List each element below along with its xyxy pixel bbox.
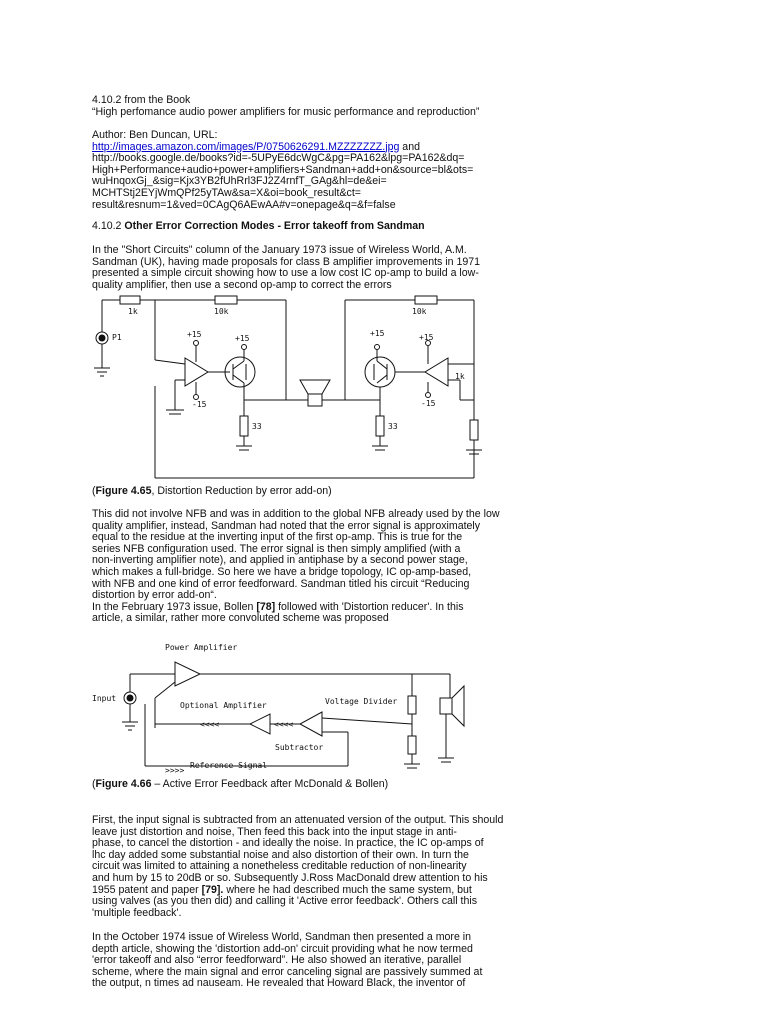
section-title: Other Error Correction Modes - Error takeoff from Sandman [124, 220, 425, 232]
paragraph-intro [92, 245, 512, 291]
google-books-link-line-2[interactable]: High+Performance+audio+power+amplifiers+Sandman+add+on&source=bl&ots= [92, 163, 474, 176]
label-1k-top: 1k [128, 307, 138, 316]
url1-suffix: and [399, 140, 420, 153]
caption-text: , Distortion Reduction by error add-on) [151, 485, 332, 497]
text-fragment: where he had described much the same system, but [223, 883, 472, 896]
arrows-b: <<<< [274, 720, 294, 729]
author-line: Author: Ben Duncan, URL: [92, 129, 218, 141]
text-line: First, the input signal is subtracted from an attenuated version of the output. This should [92, 814, 504, 826]
text-line: Sandman (UK), having made proposals for class B amplifier improvements in 1971 [92, 255, 481, 268]
label-plus15-c: +15 [370, 329, 385, 338]
text-line: circuit was limited to attaining a nonetheless creditable reduction of non-linearity [92, 860, 467, 873]
figure-4-65-caption [92, 486, 512, 498]
text-line: In the October 1974 issue of Wireless World, Sandman then presented a more in [92, 931, 472, 943]
figure-4-65-schematic [90, 290, 490, 485]
label-minus15-b: -15 [421, 399, 436, 408]
text-line: This did not involve NFB and was in addition to the global NFB already used by the low [92, 508, 500, 520]
text-line: depth article, showing the 'distortion add-on' circuit providing what he now termed [92, 942, 473, 955]
caption-text: – Active Error Feedback after McDonald & Bollen) [151, 778, 389, 790]
google-books-link-line-5[interactable]: result&resnum=1&ved=0CAgQ6AEwAA#v=onepage&q=&f=false [92, 198, 396, 211]
label-power-amplifier: Power Amplifier [165, 643, 238, 652]
text-line: leave just distortion and noise, Then feed this back into the input stage in anti- [92, 825, 457, 838]
label-plus15-d: +15 [419, 333, 434, 342]
arrows-c: >>>> [165, 766, 185, 775]
figure-4-66-schematic [90, 638, 470, 776]
author-block [92, 130, 512, 211]
caption-paren: ( [92, 778, 96, 790]
label-plus15-a: +15 [187, 330, 202, 339]
label-input: Input [92, 694, 117, 703]
label-subtractor: Subtractor [275, 743, 324, 752]
caption-figure-number: Figure 4.66 [95, 778, 152, 790]
google-books-link-line-4[interactable]: MCHTStj2EYjWmQPf25yTAw&sa=X&oi=book_result&ct= [92, 186, 361, 199]
label-10k-right: 10k [412, 307, 427, 316]
paragraph-nfb [92, 509, 512, 625]
paragraph-october-1974 [92, 932, 512, 990]
caption-figure-number: Figure 4.65 [95, 485, 152, 497]
reference-79: [79]. [201, 883, 224, 896]
label-1k-right: 1k [455, 372, 465, 381]
reference-78: [78] [256, 600, 276, 613]
text-line: non-inverting amplifier note), and applied in antiphase by a second power stage, [92, 554, 468, 567]
section-ref: 4.10.2 from the Book [92, 94, 191, 106]
paragraph-subtraction [92, 815, 512, 919]
label-optional-amplifier: Optional Amplifier [180, 701, 267, 710]
text-line: 'multiple feedback'. [92, 906, 182, 919]
text-line: the output, n times ad nauseam. He revealed that Howard Black, the inventor of [92, 977, 466, 990]
label-p1: P1 [112, 333, 122, 342]
text-line: article, a similar, rather more convoluted scheme was proposed [92, 612, 389, 625]
google-books-link-line-1[interactable]: http://books.google.de/books?id=-5UPyE6dcWgC&pg=PA162&lpg=PA162&dq= [92, 152, 465, 165]
text-line: with NFB and one kind of error feedforward. Sandman titled his circuit “Reducing [92, 577, 470, 590]
text-line: equal to the residue at the inverting input of the first op-amp. This is true for the [92, 531, 463, 544]
arrows-a: <<<< [200, 720, 220, 729]
text-fragment: followed with 'Distortion reducer'. In this [275, 600, 464, 613]
text-line: quality amplifier, then use a second op-amp to correct the errors [92, 278, 392, 291]
label-voltage-divider: Voltage Divider [325, 697, 398, 706]
text-line: scheme, where the main signal and error canceling signal are passively summed at [92, 965, 483, 978]
label-minus15-a: -15 [192, 400, 207, 409]
text-line: distortion by error add-on“. [92, 589, 217, 602]
text-line: and hum by 15 to 20dB or so. Subsequently J.Ross MacDonald drew attention to his [92, 871, 488, 884]
text-line: lhc day added some substantial noise and also distortion of their own. In turn the [92, 848, 469, 861]
text-line: quality amplifier, instead, Sandman had noted that the error signal is approximately [92, 519, 481, 532]
caption-paren: ( [92, 485, 96, 497]
label-reference-signal: Reference Signal [190, 761, 268, 770]
book-title: “High perfomance audio power amplifiers for music performance and reproduction” [92, 105, 480, 118]
text-line: phase, to cancel the distortion - and ideally the noise. In practice, the IC op-amps of [92, 837, 484, 850]
text-line: In the "Short Circuits" column of the January 1973 issue of Wireless World, A.M. [92, 244, 467, 256]
text-line: which makes a full-bridge. So here we have a bridge topology, IC op-amp-based, [92, 565, 472, 578]
book-reference [92, 95, 512, 118]
text-line: series NFB configuration used. The error signal is then simply amplified (with a [92, 542, 461, 555]
label-10k-left: 10k [214, 307, 229, 316]
text-line: 'error takeoff and also “error feedforward”. He also showed an iterative, parallel [92, 954, 462, 967]
label-33-left: 33 [252, 422, 262, 431]
text-line: using valves (as you then did) and calling it 'Active error feedback'. Others call this [92, 895, 478, 908]
figure-4-66-caption [92, 779, 512, 791]
text-fragment: In the February 1973 issue, Bollen [92, 600, 257, 613]
label-plus15-b: +15 [235, 334, 250, 343]
section-heading [92, 221, 512, 233]
text-line: presented a simple circuit showing how to use a low cost IC op-amp to build a low- [92, 267, 479, 280]
amazon-link[interactable]: http://images.amazon.com/images/P/0750626291.MZZZZZZZ.jpg [92, 140, 400, 153]
label-33-right: 33 [388, 422, 398, 431]
google-books-link-line-3[interactable]: wuHnqoxGj_&sig=Kjx3YB2fUhRrl3FJ2Z4rnfT_GAg&hl=de&ei= [92, 175, 387, 188]
text-fragment: 1955 patent and paper [92, 883, 202, 896]
section-number: 4.10.2 [92, 220, 125, 232]
